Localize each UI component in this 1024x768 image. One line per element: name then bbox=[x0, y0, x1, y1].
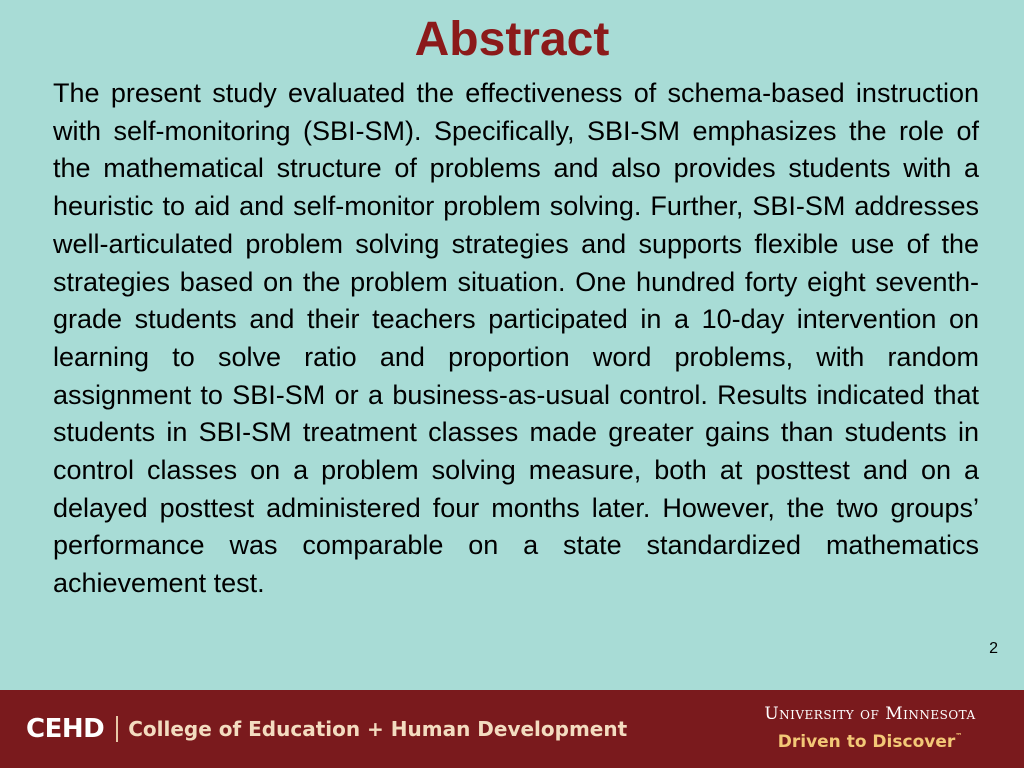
page-number: 2 bbox=[989, 640, 998, 657]
slide-title: Abstract bbox=[414, 13, 610, 66]
college-name: College of Education + Human Development bbox=[128, 717, 628, 741]
cehd-logo: CEHD bbox=[26, 714, 105, 744]
footer-bar bbox=[0, 690, 1024, 768]
university-branding bbox=[740, 704, 1000, 752]
footer-divider bbox=[116, 716, 118, 742]
college-branding bbox=[26, 714, 627, 744]
trademark-mark: ™ bbox=[955, 732, 963, 740]
university-name: University of Minnesota bbox=[764, 704, 976, 724]
tagline bbox=[740, 732, 1000, 752]
abstract-text: The present study evaluated the effectiveness of schema-based instruction with self-monitoring (SBI-SM). Specifically, SBI-SM emphasizes the role of the mathematical structure of problems and also provides students with a heuristic to aid and self-monitor problem solving. Further, SBI-SM addresses well-articulated problem solving strategies and supports flexible use of the strategies based on the problem situation. One hundred forty eight seventh-grade students and their teachers participated in a 10-day intervention on learning to solve ratio and proportion word problems, with random assignment to SBI-SM or a business-as-usual control. Results indicated that students in SBI-SM treatment classes made greater gains than students in control classes on a problem solving measure, both at posttest and on a delayed posttest administered four months later. However, the two groups’ performance was comparable on a state standardized mathematics achievement test. bbox=[53, 78, 979, 599]
tagline-text: Driven to Discover bbox=[777, 732, 956, 752]
